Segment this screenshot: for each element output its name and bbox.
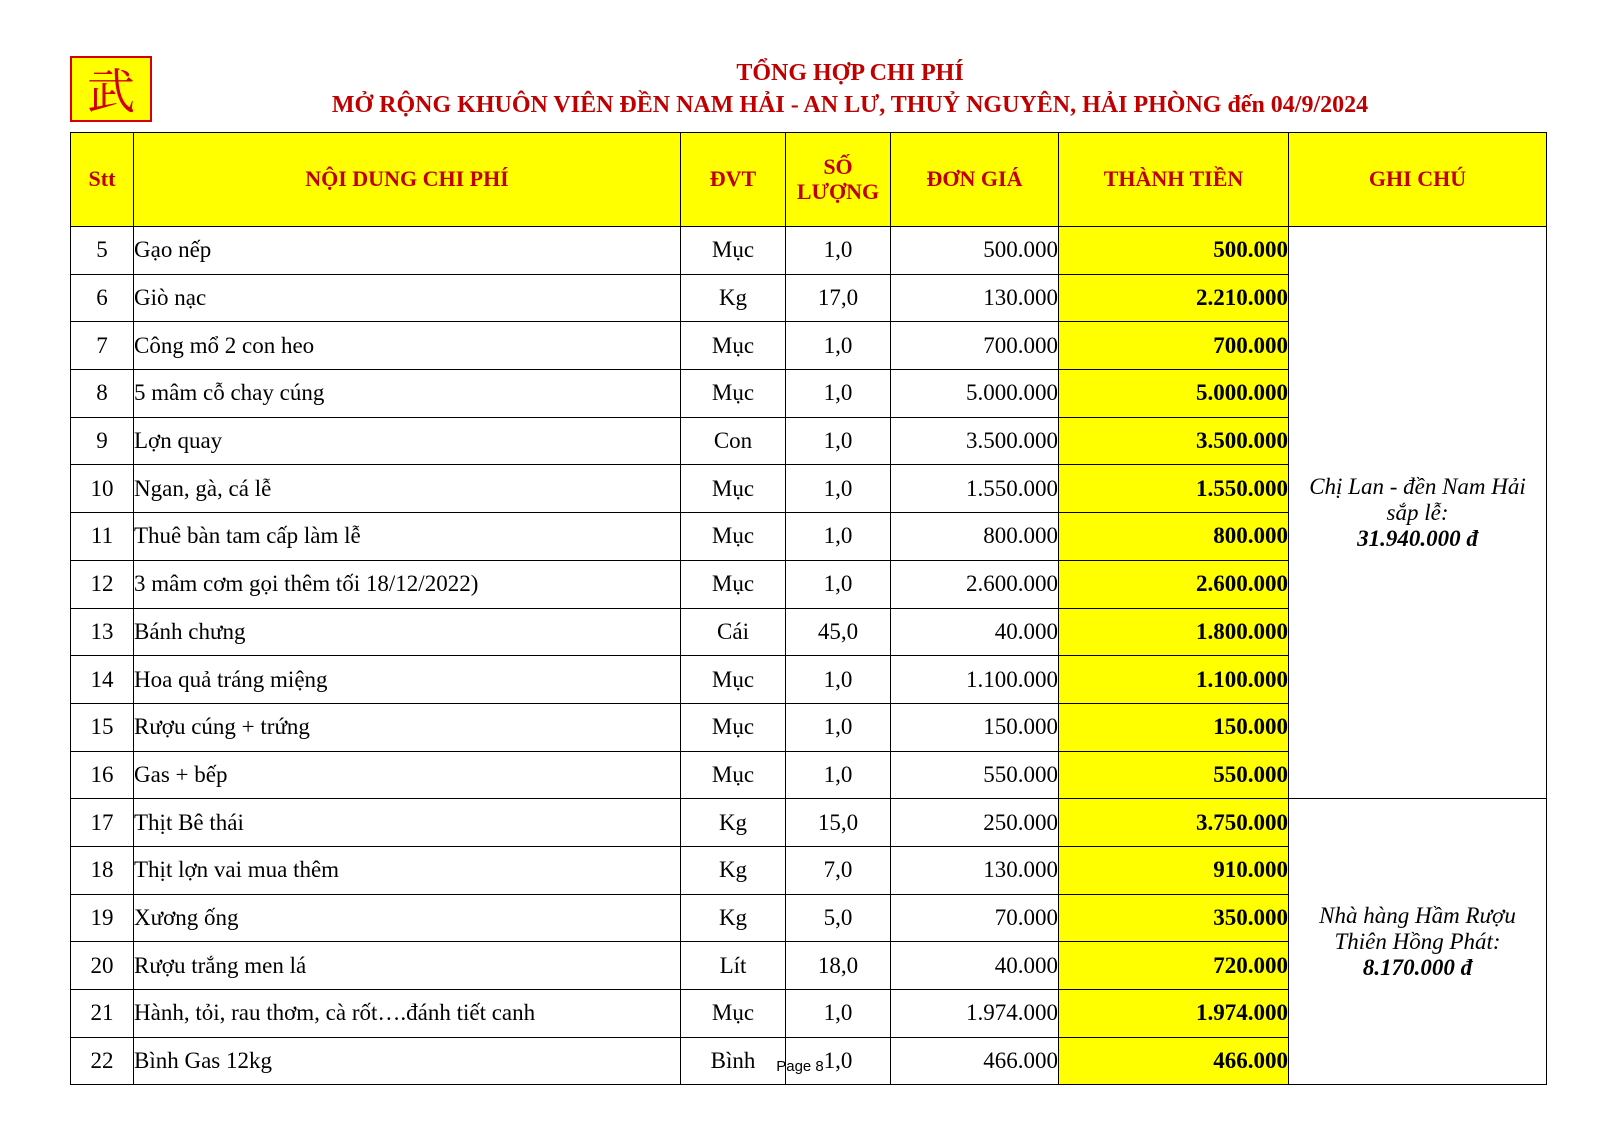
row-unit: Kg xyxy=(681,846,786,894)
row-content: 5 mâm cỗ chay cúng xyxy=(134,370,681,418)
row-content: Công mổ 2 con heo xyxy=(134,322,681,370)
row-total: 1.974.000 xyxy=(1059,990,1289,1038)
row-content: Thịt Bê thái xyxy=(134,799,681,847)
row-total: 350.000 xyxy=(1059,894,1289,942)
row-total: 1.100.000 xyxy=(1059,656,1289,704)
row-total: 3.750.000 xyxy=(1059,799,1289,847)
row-unit: Mục xyxy=(681,465,786,513)
row-quantity: 1,0 xyxy=(786,322,891,370)
row-unit: Cái xyxy=(681,608,786,656)
row-stt: 19 xyxy=(71,894,134,942)
row-stt: 7 xyxy=(71,322,134,370)
row-unit: Con xyxy=(681,417,786,465)
row-quantity: 1,0 xyxy=(786,417,891,465)
row-price: 466.000 xyxy=(891,1037,1059,1085)
row-total: 700.000 xyxy=(1059,322,1289,370)
row-unit: Kg xyxy=(681,799,786,847)
row-unit: Mục xyxy=(681,370,786,418)
row-content: Giò nạc xyxy=(134,274,681,322)
row-total: 910.000 xyxy=(1059,846,1289,894)
row-quantity: 1,0 xyxy=(786,1037,891,1085)
row-quantity: 1,0 xyxy=(786,560,891,608)
row-total: 150.000 xyxy=(1059,703,1289,751)
row-content: Hoa quả tráng miệng xyxy=(134,656,681,704)
row-quantity: 1,0 xyxy=(786,656,891,704)
row-unit: Mục xyxy=(681,322,786,370)
row-quantity: 1,0 xyxy=(786,465,891,513)
cost-table xyxy=(70,132,1547,1085)
row-stt: 22 xyxy=(71,1037,134,1085)
row-total: 2.600.000 xyxy=(1059,560,1289,608)
row-unit: Mục xyxy=(681,751,786,799)
header-note: GHI CHÚ xyxy=(1289,133,1547,227)
row-quantity: 18,0 xyxy=(786,942,891,990)
row-stt: 12 xyxy=(71,560,134,608)
header-total: THÀNH TIỀN xyxy=(1059,133,1289,227)
row-stt: 17 xyxy=(71,799,134,847)
row-price: 800.000 xyxy=(891,513,1059,561)
row-content: Ngan, gà, cá lễ xyxy=(134,465,681,513)
row-stt: 14 xyxy=(71,656,134,704)
note-line1: Nhà hàng Hầm Rượu xyxy=(1319,902,1516,928)
row-quantity: 5,0 xyxy=(786,894,891,942)
row-content: Xương ống xyxy=(134,894,681,942)
row-total: 3.500.000 xyxy=(1059,417,1289,465)
row-stt: 20 xyxy=(71,942,134,990)
row-content: Gas + bếp xyxy=(134,751,681,799)
row-price: 130.000 xyxy=(891,274,1059,322)
row-price: 1.550.000 xyxy=(891,465,1059,513)
table-row xyxy=(71,799,1547,847)
row-price: 40.000 xyxy=(891,608,1059,656)
row-total: 466.000 xyxy=(1059,1037,1289,1085)
row-stt: 21 xyxy=(71,990,134,1038)
page-subtitle: MỞ RỘNG KHUÔN VIÊN ĐỀN NAM HẢI - AN LƯ, THUỶ NGUYÊN, HẢI PHÒNG đến 04/9/2024 xyxy=(331,92,1369,118)
row-unit: Mục xyxy=(681,560,786,608)
row-stt: 18 xyxy=(71,846,134,894)
row-quantity: 1,0 xyxy=(786,227,891,275)
row-unit: Kg xyxy=(681,274,786,322)
row-price: 70.000 xyxy=(891,894,1059,942)
row-quantity: 7,0 xyxy=(786,846,891,894)
row-total: 550.000 xyxy=(1059,751,1289,799)
row-content: Gạo nếp xyxy=(134,227,681,275)
row-price: 1.100.000 xyxy=(891,656,1059,704)
header-quantity-line2: LƯỢNG xyxy=(796,178,880,204)
row-content: Rượu cúng + trứng xyxy=(134,703,681,751)
row-unit: Lít xyxy=(681,942,786,990)
row-total: 1.550.000 xyxy=(1059,465,1289,513)
row-quantity: 1,0 xyxy=(786,990,891,1038)
row-stt: 8 xyxy=(71,370,134,418)
row-price: 2.600.000 xyxy=(891,560,1059,608)
row-content: Thịt lợn vai mua thêm xyxy=(134,846,681,894)
row-stt: 6 xyxy=(71,274,134,322)
row-stt: 13 xyxy=(71,608,134,656)
row-content: Bình Gas 12kg xyxy=(134,1037,681,1085)
row-stt: 16 xyxy=(71,751,134,799)
svg-text:武: 武 xyxy=(86,64,136,117)
row-content: Rượu trắng men lá xyxy=(134,942,681,990)
row-content: Hành, tỏi, rau thơm, cà rốt….đánh tiết canh xyxy=(134,990,681,1038)
header-content: NỘI DUNG CHI PHÍ xyxy=(134,133,681,227)
header-quantity-line1: SỐ xyxy=(823,154,853,180)
row-total: 800.000 xyxy=(1059,513,1289,561)
row-unit: Bình xyxy=(681,1037,786,1085)
row-quantity: 1,0 xyxy=(786,751,891,799)
row-total: 720.000 xyxy=(1059,942,1289,990)
logo xyxy=(70,56,152,122)
note-amount: 31.940.000 đ xyxy=(1357,525,1478,551)
table-row xyxy=(71,227,1547,275)
row-total: 500.000 xyxy=(1059,227,1289,275)
header-quantity xyxy=(786,133,891,227)
row-content: 3 mâm cơm gọi thêm tối 18/12/2022) xyxy=(134,560,681,608)
row-stt: 10 xyxy=(71,465,134,513)
row-unit: Mục xyxy=(681,990,786,1038)
row-price: 700.000 xyxy=(891,322,1059,370)
note-cell xyxy=(1289,227,1547,799)
row-quantity: 1,0 xyxy=(786,513,891,561)
row-content: Bánh chưng xyxy=(134,608,681,656)
row-price: 550.000 xyxy=(891,751,1059,799)
row-stt: 5 xyxy=(71,227,134,275)
row-price: 1.974.000 xyxy=(891,990,1059,1038)
row-quantity: 17,0 xyxy=(786,274,891,322)
header-stt: Stt xyxy=(71,133,134,227)
row-unit: Mục xyxy=(681,513,786,561)
page-title: TỔNG HỢP CHI PHÍ xyxy=(736,60,964,86)
row-total: 5.000.000 xyxy=(1059,370,1289,418)
row-quantity: 45,0 xyxy=(786,608,891,656)
note-line2: sắp lễ: xyxy=(1386,499,1449,525)
row-price: 3.500.000 xyxy=(891,417,1059,465)
header-unit: ĐVT xyxy=(681,133,786,227)
row-quantity: 1,0 xyxy=(786,703,891,751)
note-line1: Chị Lan - đền Nam Hải xyxy=(1309,473,1526,499)
row-price: 130.000 xyxy=(891,846,1059,894)
note-cell xyxy=(1289,799,1547,1085)
row-unit: Mục xyxy=(681,656,786,704)
row-stt: 9 xyxy=(71,417,134,465)
row-stt: 11 xyxy=(71,513,134,561)
row-price: 40.000 xyxy=(891,942,1059,990)
row-content: Lợn quay xyxy=(134,417,681,465)
header-price: ĐƠN GIÁ xyxy=(891,133,1059,227)
row-unit: Mục xyxy=(681,227,786,275)
table-header-row xyxy=(71,133,1547,227)
row-total: 2.210.000 xyxy=(1059,274,1289,322)
row-price: 5.000.000 xyxy=(891,370,1059,418)
row-price: 150.000 xyxy=(891,703,1059,751)
row-price: 250.000 xyxy=(891,799,1059,847)
row-unit: Mục xyxy=(681,703,786,751)
page-number: Page 8 xyxy=(776,1058,824,1075)
row-total: 1.800.000 xyxy=(1059,608,1289,656)
note-line2: Thiên Hồng Phát: xyxy=(1334,928,1501,954)
row-unit: Kg xyxy=(681,894,786,942)
row-content: Thuê bàn tam cấp làm lễ xyxy=(134,513,681,561)
note-amount: 8.170.000 đ xyxy=(1362,954,1473,980)
row-quantity: 15,0 xyxy=(786,799,891,847)
row-quantity: 1,0 xyxy=(786,370,891,418)
row-stt: 15 xyxy=(71,703,134,751)
logo-glyph-icon xyxy=(76,61,146,117)
row-price: 500.000 xyxy=(891,227,1059,275)
